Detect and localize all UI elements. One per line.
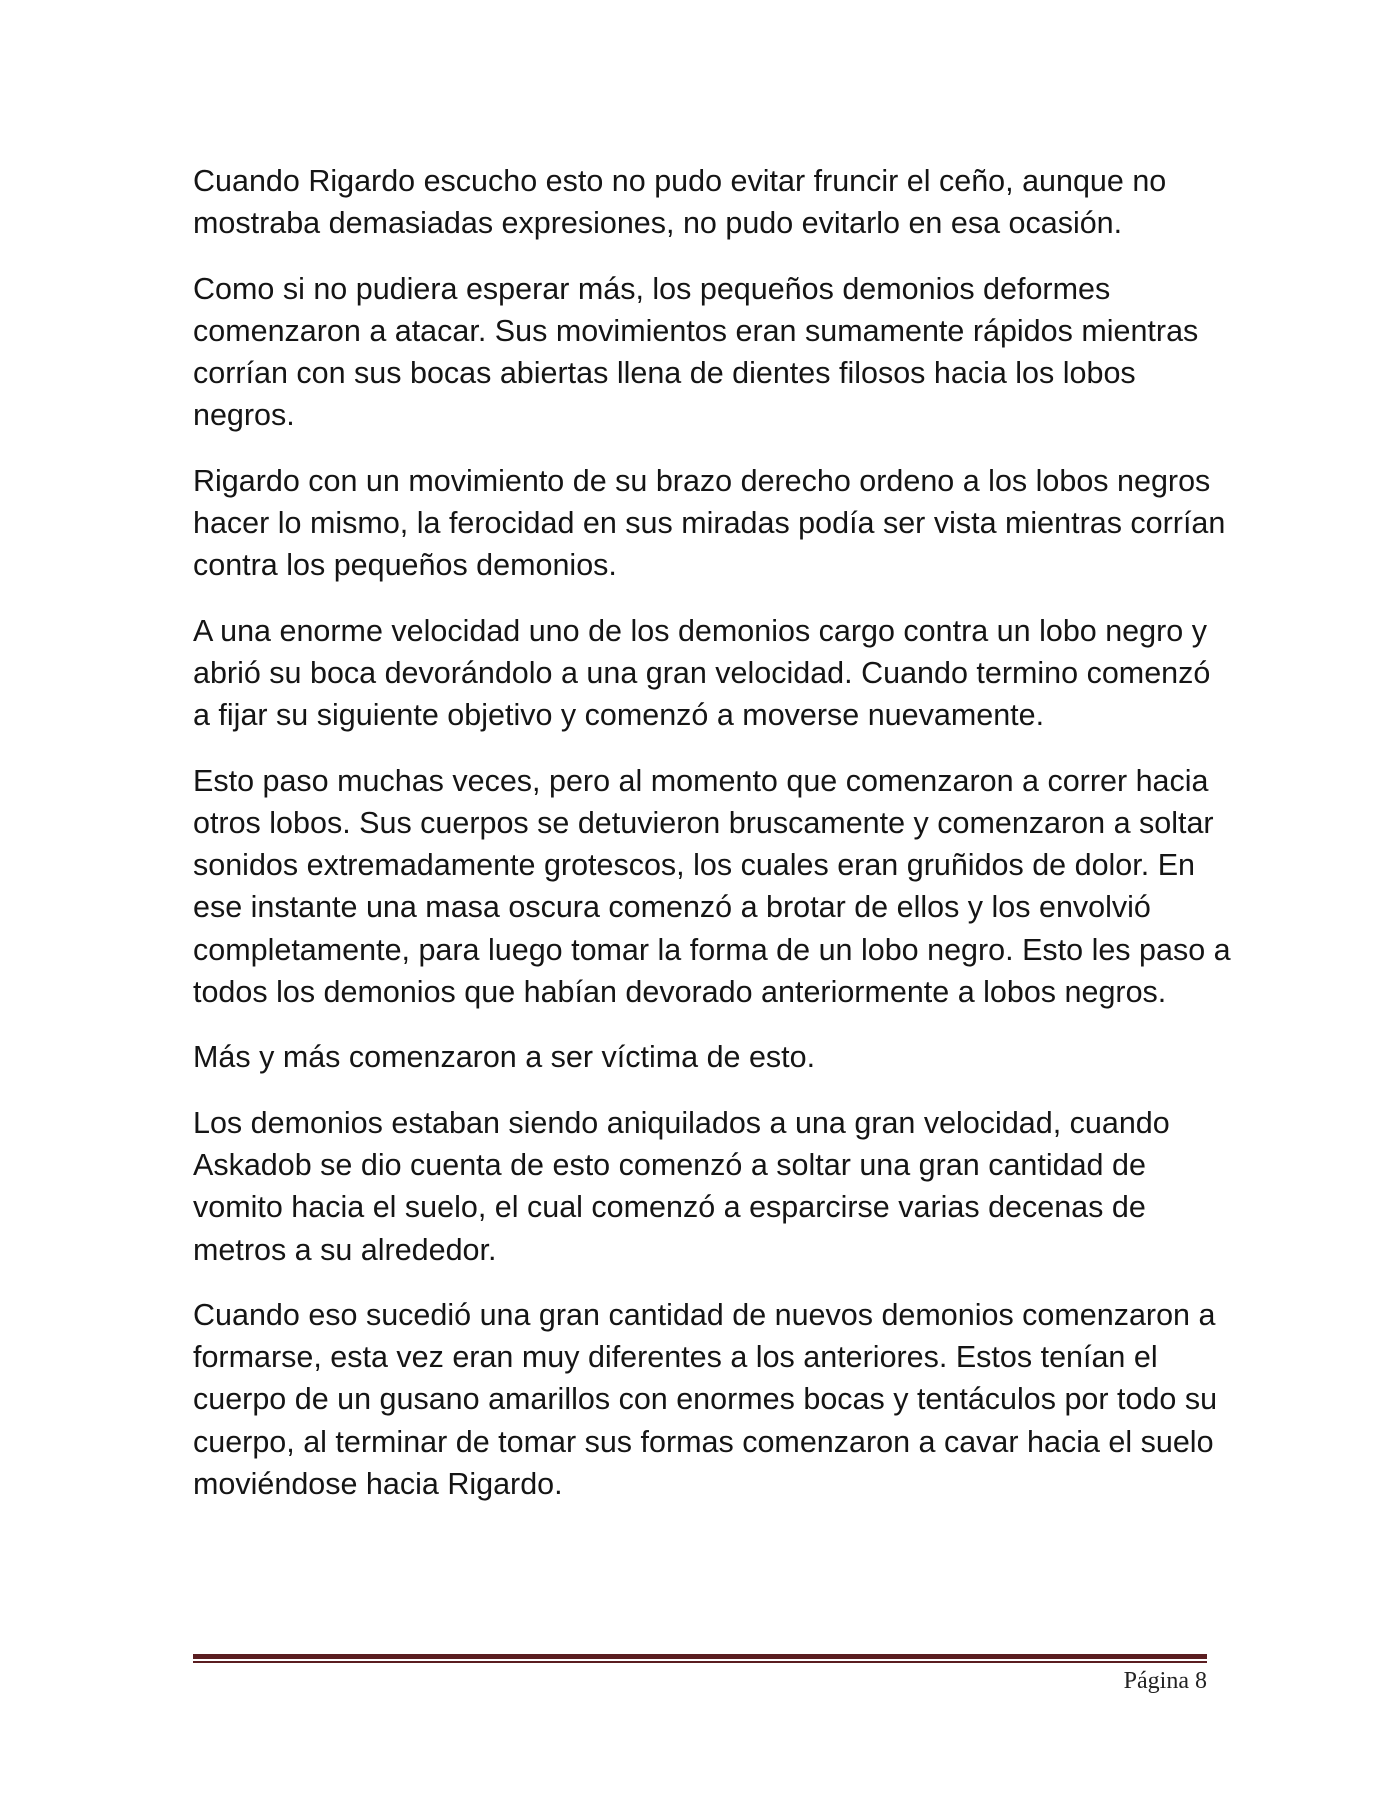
paragraph-5: Esto paso muchas veces, pero al momento que comenzaron a correr hacia otros lobos. Sus cuerpos se detuvieron bruscamente y comenzaron a soltar sonidos extremadamente grotescos, los cuales eran gruñidos de dolor. En ese instante una masa oscura comenzó a brotar de ellos y los envolvió completamente, para luego tomar la forma de un lobo negro. Esto les paso a todos los demonios que habían devorado anteriormente a lobos negros.: [193, 763, 1231, 1010]
paragraph-1: Cuando Rigardo escucho esto no pudo evitar fruncir el ceño, aunque no mostraba demasiadas expresiones, no pudo evitarlo en esa ocasión.: [193, 164, 1167, 241]
footer-rule-thick: [193, 1654, 1207, 1659]
paragraph-3: Rigardo con un movimiento de su brazo derecho ordeno a los lobos negros hacer lo mismo, la ferocidad en sus miradas podía ser vista mientras corrían contra los pequeños demonios.: [193, 463, 1226, 583]
page-number: Página 8: [1123, 1668, 1207, 1694]
footer-rule: [193, 1654, 1207, 1663]
paragraph-4: A una enorme velocidad uno de los demonios cargo contra un lobo negro y abrió su boca devorándolo a una gran velocidad. Cuando termino comenzó a fijar su siguiente objetivo y comenzó a moverse nuevamente.: [193, 613, 1211, 733]
paragraph-6: Más y más comenzaron a ser víctima de esto.: [193, 1040, 816, 1075]
paragraph-8: Cuando eso sucedió una gran cantidad de nuevos demonios comenzaron a formarse, esta vez eran muy diferentes a los anteriores. Estos tenían el cuerpo de un gusano amarillos con enormes bocas y tentáculos por todo su cuerpo, al terminar de tomar sus formas comenzaron a cavar hacia el suelo moviéndose hacia Rigardo.: [193, 1297, 1218, 1502]
paragraph-2: Como si no pudiera esperar más, los pequeños demonios deformes comenzaron a atacar. Sus movimientos eran sumamente rápidos mientras corrían con sus bocas abiertas llena de dientes filosos hacia los lobos negros.: [193, 271, 1199, 433]
footer-rule-thin: [193, 1661, 1207, 1663]
paragraph-7: Los demonios estaban siendo aniquilados a una gran velocidad, cuando Askadob se dio cuenta de esto comenzó a soltar una gran cantidad de vomito hacia el suelo, el cual comenzó a esparcirse varias decenas de metros a su alrededor.: [193, 1105, 1170, 1267]
body-text: [193, 160, 1233, 1528]
